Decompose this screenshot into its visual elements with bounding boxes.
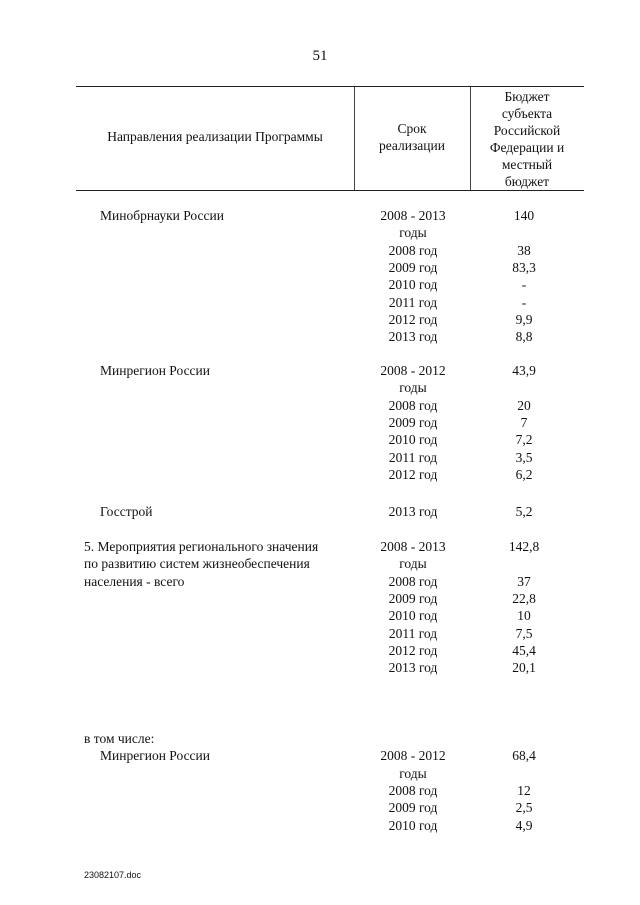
- budget-cell: 38: [517, 242, 531, 258]
- period-cell: годы: [399, 556, 427, 572]
- budget-cell: 20,1: [512, 660, 536, 676]
- group-name-line: по развитию систем жизнеобеспечения: [84, 556, 310, 572]
- page-number: 51: [312, 48, 328, 64]
- period-cell: 2011 год: [388, 625, 438, 641]
- header-directions: Направления реализации Программы: [107, 129, 323, 144]
- period-cell: 2010 год: [388, 608, 438, 624]
- period-cell: 2008 год: [388, 782, 438, 798]
- period-cell: 2009 год: [388, 800, 438, 816]
- group-name: Минрегион России: [100, 363, 210, 378]
- period-cell: годы: [399, 225, 427, 241]
- group-prefix: в том числе:: [84, 731, 155, 746]
- period-cell: 2010 год: [388, 277, 438, 293]
- budget-cell: 22,8: [512, 590, 536, 606]
- group-name-line: 5. Мероприятия регионального значения: [84, 539, 319, 554]
- column-divider: [354, 87, 355, 190]
- header-period-line: Срок: [397, 121, 427, 136]
- header-period-line: реализации: [379, 138, 445, 153]
- header-period: [356, 120, 468, 154]
- budget-cell: 45,4: [512, 642, 536, 658]
- document-filename: 23082107.doc: [84, 870, 142, 880]
- group-name: Минрегион России: [100, 748, 210, 764]
- budget-cell: 9,9: [515, 311, 533, 327]
- header-budget-line: Федерации и: [489, 140, 565, 155]
- header-budget-line: Бюджет: [504, 89, 550, 104]
- period-cell: 2010 год: [388, 817, 438, 833]
- budget-cell: -: [521, 277, 527, 293]
- period-cell: 2010 год: [388, 432, 438, 448]
- period-cell: 2013 год: [388, 504, 438, 519]
- period-cell: 2008 - 2013: [380, 208, 446, 223]
- period-cell: 2009 год: [388, 414, 438, 430]
- budget-cell: 4,9: [515, 817, 533, 833]
- budget-cell: 140: [513, 208, 535, 223]
- budget-cell: 12: [517, 782, 531, 798]
- header-budget-line: субъекта: [501, 106, 553, 121]
- period-cell: 2011 год: [388, 294, 438, 310]
- period-cell: 2012 год: [388, 311, 438, 327]
- period-cell: 2008 год: [388, 573, 438, 589]
- period-cell: 2012 год: [388, 466, 438, 482]
- period-cell: годы: [399, 380, 427, 396]
- budget-cell: 5,2: [515, 504, 533, 519]
- header-budget-line: бюджет: [504, 174, 550, 189]
- header-budget-line: местный: [501, 157, 553, 172]
- table-top-border: [76, 86, 584, 87]
- budget-cell: 43,9: [512, 363, 536, 378]
- budget-cell: 37: [517, 573, 531, 589]
- budget-cell: 7,2: [515, 432, 533, 448]
- period-cell: 2009 год: [388, 590, 438, 606]
- budget-cell: 142,8: [508, 539, 540, 554]
- budget-cell: 3,5: [515, 449, 533, 465]
- header-budget: [472, 88, 582, 190]
- budget-cell: 6,2: [515, 466, 533, 482]
- budget-cell: 10: [517, 608, 531, 624]
- period-cell: 2008 - 2013: [380, 539, 446, 554]
- period-cell: 2011 год: [388, 449, 438, 465]
- period-cell: 2008 - 2012: [380, 748, 446, 764]
- column-divider: [470, 87, 471, 190]
- group-name: Госстрой: [100, 504, 153, 519]
- budget-cell: 20: [517, 397, 531, 413]
- budget-cell: 8,8: [515, 329, 533, 345]
- header-budget-line: Российской: [493, 123, 561, 138]
- group-name-line: населения - всего: [84, 573, 185, 589]
- period-cell: 2013 год: [388, 660, 438, 676]
- period-cell: годы: [399, 765, 427, 781]
- budget-cell: 2,5: [515, 800, 533, 816]
- table-header-border: [76, 190, 584, 191]
- group-name: Минобрнауки России: [100, 208, 224, 223]
- budget-cell: 7,5: [515, 625, 533, 641]
- period-cell: 2008 - 2012: [380, 363, 446, 378]
- period-cell: 2009 год: [388, 259, 438, 275]
- period-cell: 2013 год: [388, 329, 438, 345]
- budget-cell: -: [521, 294, 527, 310]
- period-cell: 2008 год: [388, 242, 438, 258]
- period-cell: 2008 год: [388, 397, 438, 413]
- budget-cell: 7: [520, 414, 528, 430]
- budget-cell: 68,4: [512, 748, 536, 764]
- period-cell: 2012 год: [388, 642, 438, 658]
- budget-cell: 83,3: [512, 259, 536, 275]
